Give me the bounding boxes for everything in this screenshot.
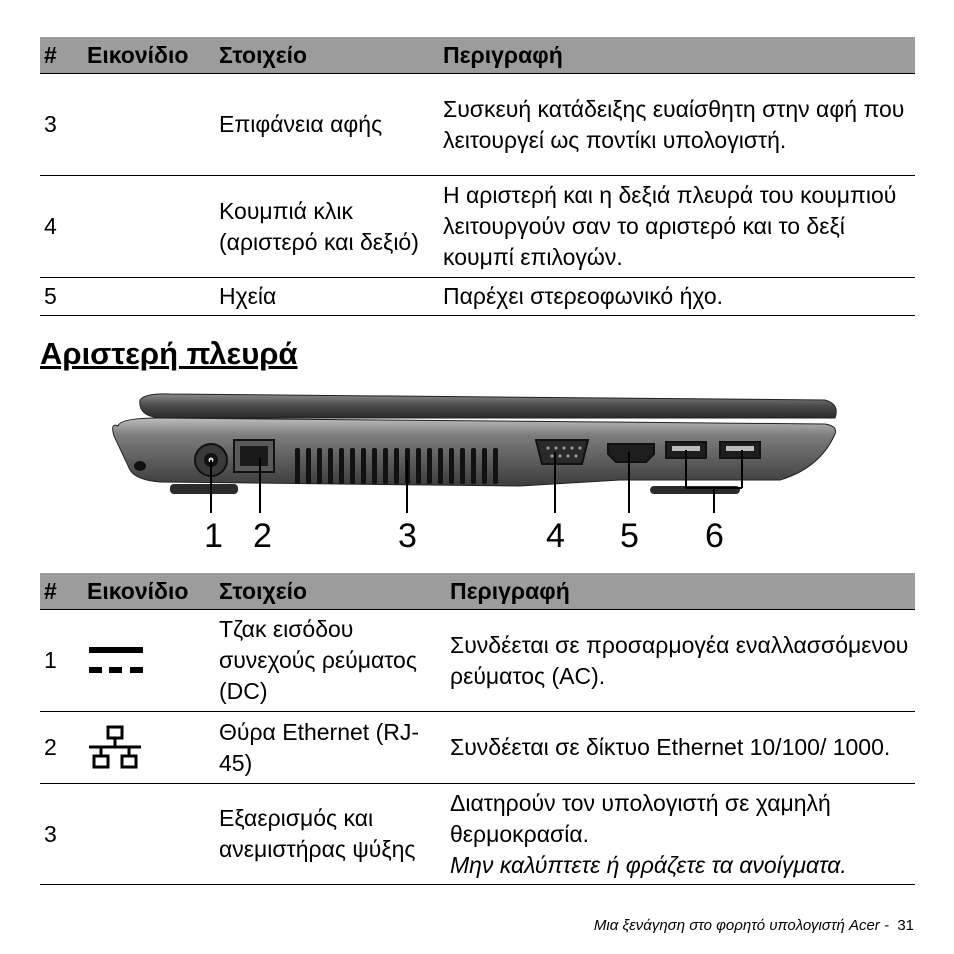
table-row [40, 712, 915, 784]
header-item: Στοιχείο [219, 573, 450, 610]
footer-text: Μια ξενάγηση στο φορητό υπολογιστή Acer - [593, 917, 889, 934]
row-desc-text: Διατηρούν τον υπολογιστή σε χαμηλή θερμοκρασία. [450, 789, 831, 847]
header-num: # [40, 37, 83, 74]
callout-2: 2 [253, 517, 272, 555]
row-desc: Η αριστερή και η δεξιά πλευρά του κουμπιού λειτουργούν σαν το αριστερό και το δεξί κουμπί επιλογών. [443, 176, 915, 278]
row-num: 3 [40, 784, 83, 885]
callout-6: 6 [705, 517, 724, 555]
table-row [40, 784, 915, 885]
header-icon: Εικονίδιο [83, 37, 219, 74]
table-row [40, 74, 915, 176]
table-row [40, 610, 915, 712]
row-desc [450, 784, 915, 885]
dc-power-icon [87, 644, 145, 678]
row-num: 2 [40, 712, 83, 784]
ethernet-icon [87, 725, 143, 771]
row-num: 3 [40, 74, 83, 176]
callout-5: 5 [620, 517, 639, 555]
page-number: 31 [897, 917, 914, 934]
header-icon: Εικονίδιο [83, 573, 219, 610]
row-icon [83, 784, 219, 885]
row-icon [83, 278, 219, 316]
row-desc-warning: Μην καλύπτετε ή φράζετε τα ανοίγματα. [450, 851, 847, 878]
row-item: Ηχεία [219, 278, 443, 316]
callout-1: 1 [204, 517, 223, 555]
header-item: Στοιχείο [219, 37, 443, 74]
row-item: Εξαερισμός και ανεμιστήρας ψύξης [219, 784, 450, 885]
row-icon [83, 610, 219, 712]
row-desc: Συνδέεται σε δίκτυο Ethernet 10/100/ 1000. [450, 712, 915, 784]
table-row [40, 278, 915, 316]
row-num: 4 [40, 176, 83, 278]
row-num: 5 [40, 278, 83, 316]
callout-3: 3 [398, 517, 417, 555]
row-desc: Παρέχει στερεοφωνικό ήχο. [443, 278, 915, 316]
header-num: # [40, 573, 83, 610]
laptop-left-side-illustration [100, 388, 845, 513]
row-item: Τζακ εισόδου συνεχούς ρεύματος (DC) [219, 610, 450, 712]
components-table-left-side [40, 573, 915, 885]
row-item: Θύρα Ethernet (RJ-45) [219, 712, 450, 784]
page-footer [594, 917, 914, 934]
row-desc: Συσκευή κατάδειξης ευαίσθητη στην αφή που λειτουργεί ως ποντίκι υπολογιστή. [443, 74, 915, 176]
row-item: Κουμπιά κλικ (αριστερό και δεξιό) [219, 176, 443, 278]
callout-4: 4 [546, 517, 565, 555]
row-icon [83, 176, 219, 278]
table-header-row [40, 37, 915, 74]
table-header-row [40, 573, 915, 610]
row-desc: Συνδέεται σε προσαρμογέα εναλλασσόμενου ρεύματος (AC). [450, 610, 915, 712]
header-desc: Περιγραφή [450, 573, 915, 610]
row-item: Επιφάνεια αφής [219, 74, 443, 176]
row-num: 1 [40, 610, 83, 712]
section-heading: Αριστερή πλευρά [40, 336, 298, 371]
table-row [40, 176, 915, 278]
row-icon [83, 74, 219, 176]
row-icon [83, 712, 219, 784]
components-table-top [40, 37, 915, 316]
header-desc: Περιγραφή [443, 37, 915, 74]
